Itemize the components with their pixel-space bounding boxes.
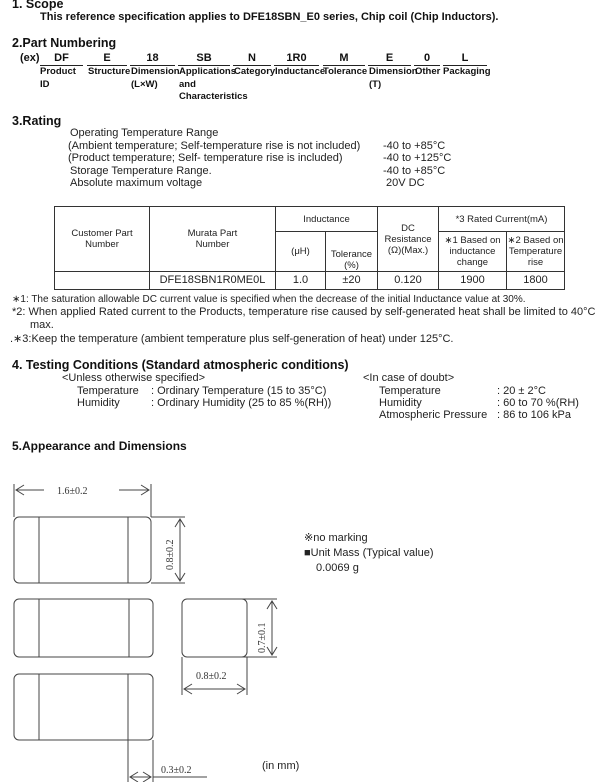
- chip-bottom-view: [14, 599, 153, 657]
- pn-code-other: 0: [414, 52, 440, 66]
- no-marking-note: ※no marking: [304, 532, 368, 544]
- pn-label-category: Category: [234, 66, 276, 77]
- dim-electrode-label: 0.3±0.2: [161, 765, 192, 776]
- rating-value-storage: -40 to +85°C: [383, 165, 446, 177]
- scope-heading: 1. Scope: [12, 0, 64, 11]
- cell-inductance: 1.0: [276, 272, 326, 290]
- pn-label-packaging: Packaging: [443, 66, 491, 77]
- unless-label: <Unless otherwise specified>: [62, 372, 206, 384]
- pn-label-dimension-t: Dimension (T): [369, 66, 418, 90]
- ex-label: (ex): [20, 52, 40, 64]
- rating-label-product: (Product temperature; Self- temperature rise is included): [68, 152, 343, 164]
- unit-note: (in mm): [262, 760, 300, 772]
- dim-width-label: 0.8±0.2: [165, 539, 176, 570]
- cell-dc-resistance: 0.120: [378, 272, 439, 290]
- header-inductance: Inductance: [276, 207, 378, 232]
- rating-label-storage: Storage Temperature Range.: [70, 165, 212, 177]
- scope-text: This reference specification applies to DFE18SBN_E0 series, Chip coil (Chip Inductors).: [40, 11, 499, 23]
- dim-side-width-label: 0.8±0.2: [196, 671, 227, 682]
- dimension-drawing: [0, 470, 320, 782]
- rating-heading: 3.Rating: [12, 114, 62, 128]
- pn-label-structure: Structure: [88, 66, 131, 77]
- rating-label-voltage: Absolute maximum voltage: [70, 177, 203, 189]
- appearance-heading: 5.Appearance and Dimensions: [12, 439, 187, 453]
- unless-humidity-value: : Ordinary Humidity (25 to 85 %(RH)): [151, 397, 332, 409]
- doubt-temperature-value: : 20 ± 2°C: [497, 385, 546, 397]
- pn-label-inductance: Inductance: [275, 66, 326, 77]
- doubt-pressure-label: Atmospheric Pressure: [379, 409, 488, 421]
- chip-top-view: [14, 517, 151, 583]
- unless-temperature-value: : Ordinary Temperature (15 to 35°C): [151, 385, 327, 397]
- pn-label-other: Other: [415, 66, 441, 77]
- chip-side-view: [182, 599, 247, 657]
- rating-label-ambient: (Ambient temperature; Self-temperature rise is not included): [68, 140, 361, 152]
- header-murata-part-number: Murata Part Number: [150, 207, 276, 272]
- doubt-pressure-value: : 86 to 106 kPa: [497, 409, 571, 421]
- cell-customer-pn: [55, 272, 150, 290]
- note-2-cont: max.: [30, 319, 54, 331]
- rating-value-voltage: 20V DC: [386, 177, 425, 189]
- dim-thickness-label: 0.7±0.1: [257, 622, 268, 653]
- cell-rated-inductance: 1900: [439, 272, 507, 290]
- doubt-label: <In case of doubt>: [363, 372, 455, 384]
- unless-temperature-label: Temperature: [77, 385, 139, 397]
- part-numbering-heading: 2.Part Numbering: [12, 36, 117, 50]
- pn-code-applications: SB: [178, 52, 230, 66]
- header-rated-current: *3 Rated Current(mA): [439, 207, 565, 232]
- unless-humidity-label: Humidity: [77, 397, 120, 409]
- header-based-inductance: ∗1 Based on inductance change: [439, 232, 507, 272]
- note-2: *2: When applied Rated current to the Products, temperature rise caused by self-generated heat shall be limited to 40°C: [12, 306, 596, 318]
- pn-code-category: N: [233, 52, 271, 66]
- header-customer-part-number: Customer Part Number: [55, 207, 150, 272]
- header-dc-resistance: DC Resistance (Ω)(Max.): [378, 207, 439, 272]
- doubt-temperature-label: Temperature: [379, 385, 441, 397]
- chip-electrode-view: [14, 674, 153, 740]
- header-based-temperature: ∗2 Based on Temperature rise: [507, 232, 565, 272]
- note-3: .∗3:Keep the temperature (ambient temperature plus self-generation of heat) under 125°C.: [10, 333, 454, 345]
- doubt-humidity-value: : 60 to 70 %(RH): [497, 397, 579, 409]
- testing-heading: 4. Testing Conditions (Standard atmospheric conditions): [12, 358, 349, 372]
- pn-label-product-id: Product ID: [40, 66, 76, 90]
- pn-label-dimension-lw: Dimension (L×W): [131, 66, 180, 90]
- dim-length-label: 1.6±0.2: [57, 486, 88, 497]
- rating-table: [54, 206, 565, 290]
- pn-label-applications: Applications and Characteristics: [179, 66, 248, 102]
- pn-code-inductance: 1R0: [274, 52, 319, 66]
- rating-value-ambient: -40 to +85°C: [383, 140, 446, 152]
- note-1: ∗1: The saturation allowable DC current value is specified when the decrease of the initial Inductance value at 30%.: [12, 294, 526, 305]
- unit-mass-value: 0.0069 g: [316, 562, 359, 574]
- rating-value-product: -40 to +125°C: [383, 152, 452, 164]
- pn-code-packaging: L: [443, 52, 487, 66]
- pn-code-dimension-t: E: [368, 52, 411, 66]
- unit-mass-label: ■Unit Mass (Typical value): [304, 547, 434, 559]
- table-row: [55, 272, 565, 290]
- pn-code-tolerance: M: [323, 52, 365, 66]
- pn-code-structure: E: [87, 52, 127, 66]
- doubt-humidity-label: Humidity: [379, 397, 422, 409]
- header-inductance-unit: (μH): [276, 232, 326, 272]
- cell-tolerance: ±20: [326, 272, 378, 290]
- pn-label-tolerance: Tolerance: [323, 66, 368, 77]
- header-tolerance: Tolerance (%): [326, 232, 378, 272]
- pn-code-product-id: DF: [40, 52, 83, 66]
- rating-label-operating: Operating Temperature Range: [70, 127, 219, 139]
- cell-murata-pn: DFE18SBN1R0ME0L: [150, 272, 276, 290]
- cell-rated-temperature: 1800: [507, 272, 565, 290]
- pn-code-dimension-lw: 18: [130, 52, 175, 66]
